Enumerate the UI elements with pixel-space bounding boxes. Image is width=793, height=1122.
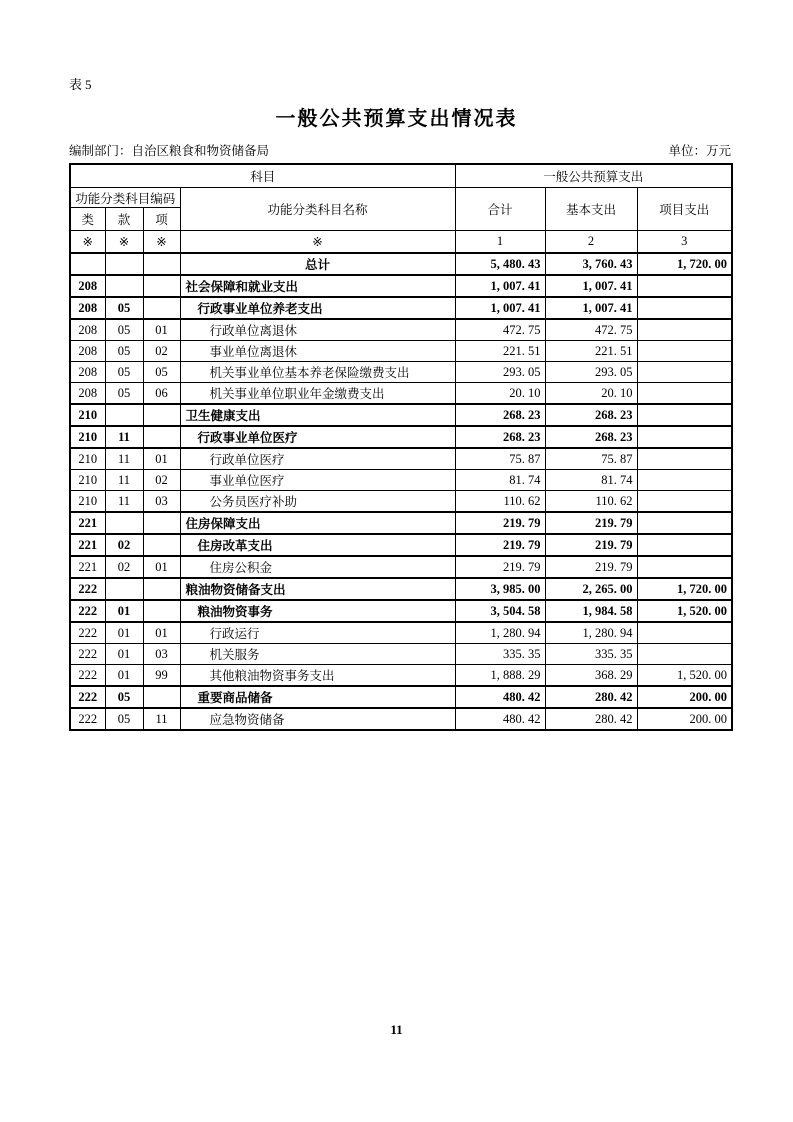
name-cell: 重要商品储备 — [180, 686, 455, 708]
code-item-cell: 01 — [143, 556, 180, 578]
name-cell: 总计 — [180, 253, 455, 275]
total-amount-cell: 219. 79 — [455, 534, 545, 556]
total-amount-cell: 1, 007. 41 — [455, 275, 545, 297]
code-class-cell: 208 — [70, 319, 105, 341]
header-project: 项目支出 — [637, 188, 732, 231]
table-row — [70, 578, 732, 600]
code-section-cell — [105, 275, 143, 297]
table-row — [70, 470, 732, 491]
code-class-cell: 222 — [70, 708, 105, 730]
table-row — [70, 426, 732, 448]
code-section-cell: 02 — [105, 556, 143, 578]
total-amount-cell: 268. 23 — [455, 426, 545, 448]
code-class-cell: 221 — [70, 534, 105, 556]
code-section-cell: 02 — [105, 534, 143, 556]
table-row — [70, 644, 732, 665]
code-class-cell: 210 — [70, 426, 105, 448]
code-class-cell — [70, 253, 105, 275]
code-class-cell: 208 — [70, 297, 105, 319]
code-section-cell: 11 — [105, 491, 143, 513]
total-amount-cell: 480. 42 — [455, 708, 545, 730]
name-cell: 住房改革支出 — [180, 534, 455, 556]
total-amount-cell: 268. 23 — [455, 404, 545, 426]
header-total: 合计 — [455, 188, 545, 231]
code-class-cell: 208 — [70, 362, 105, 383]
unit-label: 单位：万元 — [668, 144, 731, 158]
project-amount-cell — [637, 622, 732, 644]
code-item-cell: 01 — [143, 319, 180, 341]
table-label: 表5 — [69, 77, 95, 92]
basic-amount-cell: 20. 10 — [545, 383, 637, 405]
total-amount-cell: 219. 79 — [455, 556, 545, 578]
project-amount-cell — [637, 319, 732, 341]
total-amount-cell: 110. 62 — [455, 491, 545, 513]
code-item-cell — [143, 275, 180, 297]
code-class-cell: 222 — [70, 644, 105, 665]
code-item-cell: 05 — [143, 362, 180, 383]
project-amount-cell — [637, 341, 732, 362]
project-amount-cell: 200. 00 — [637, 686, 732, 708]
code-item-cell: 11 — [143, 708, 180, 730]
project-amount-cell — [637, 404, 732, 426]
table-row — [70, 491, 732, 513]
project-amount-cell — [637, 534, 732, 556]
project-amount-cell: 1, 520. 00 — [637, 600, 732, 622]
basic-amount-cell: 1, 280. 94 — [545, 622, 637, 644]
code-class-cell: 222 — [70, 686, 105, 708]
code-section-cell: 11 — [105, 426, 143, 448]
name-cell: 机关事业单位职业年金缴费支出 — [180, 383, 455, 405]
total-amount-cell: 219. 79 — [455, 512, 545, 534]
code-section-cell: 01 — [105, 622, 143, 644]
table-row — [70, 362, 732, 383]
table-row — [70, 341, 732, 362]
project-amount-cell: 1, 720. 00 — [637, 578, 732, 600]
code-item-cell — [143, 578, 180, 600]
name-cell: 行政事业单位医疗 — [180, 426, 455, 448]
project-amount-cell — [637, 556, 732, 578]
name-cell: 事业单位医疗 — [180, 470, 455, 491]
name-cell: 事业单位离退休 — [180, 341, 455, 362]
total-amount-cell: 221. 51 — [455, 341, 545, 362]
code-section-cell: 05 — [105, 686, 143, 708]
name-cell: 行政事业单位养老支出 — [180, 297, 455, 319]
total-amount-cell: 20. 10 — [455, 383, 545, 405]
code-item-cell — [143, 600, 180, 622]
project-amount-cell: 200. 00 — [637, 708, 732, 730]
project-amount-cell — [637, 644, 732, 665]
name-cell: 社会保障和就业支出 — [180, 275, 455, 297]
name-cell: 粮油物资事务 — [180, 600, 455, 622]
basic-amount-cell: 219. 79 — [545, 534, 637, 556]
basic-amount-cell: 268. 23 — [545, 426, 637, 448]
total-amount-cell: 3, 504. 58 — [455, 600, 545, 622]
basic-amount-cell: 472. 75 — [545, 319, 637, 341]
table-row — [70, 708, 732, 730]
header-name: 功能分类科目名称 — [180, 188, 455, 231]
table-row — [70, 512, 732, 534]
name-cell: 公务员医疗补助 — [180, 491, 455, 513]
header-row-marks — [70, 231, 732, 254]
total-amount-cell: 293. 05 — [455, 362, 545, 383]
code-class-cell: 222 — [70, 665, 105, 687]
basic-amount-cell: 280. 42 — [545, 686, 637, 708]
code-item-cell: 03 — [143, 491, 180, 513]
basic-amount-cell: 110. 62 — [545, 491, 637, 513]
code-item-cell — [143, 512, 180, 534]
total-amount-cell: 472. 75 — [455, 319, 545, 341]
code-class-cell: 222 — [70, 622, 105, 644]
project-amount-cell — [637, 362, 732, 383]
code-item-cell — [143, 253, 180, 275]
code-section-cell: 01 — [105, 665, 143, 687]
table-body — [70, 253, 732, 730]
code-class-cell: 210 — [70, 470, 105, 491]
total-amount-cell: 1, 280. 94 — [455, 622, 545, 644]
project-amount-cell — [637, 297, 732, 319]
table-header — [70, 164, 732, 253]
code-item-cell: 01 — [143, 622, 180, 644]
mark-cell: ※ — [143, 231, 180, 254]
header-subject: 科目 — [70, 164, 455, 188]
code-section-cell: 05 — [105, 297, 143, 319]
page-title: 一般公共预算支出情况表 — [275, 108, 518, 130]
code-item-cell — [143, 426, 180, 448]
mark-cell: ※ — [105, 231, 143, 254]
header-item: 项 — [143, 208, 180, 231]
table-row — [70, 556, 732, 578]
basic-amount-cell: 81. 74 — [545, 470, 637, 491]
code-class-cell: 208 — [70, 383, 105, 405]
code-section-cell: 11 — [105, 470, 143, 491]
code-class-cell: 208 — [70, 341, 105, 362]
code-section-cell — [105, 578, 143, 600]
code-class-cell: 222 — [70, 578, 105, 600]
budget-table — [69, 163, 733, 731]
code-item-cell: 01 — [143, 448, 180, 470]
code-class-cell: 222 — [70, 600, 105, 622]
name-cell: 机关事业单位基本养老保险缴费支出 — [180, 362, 455, 383]
header-row-code-group — [70, 188, 732, 208]
total-amount-cell: 335. 35 — [455, 644, 545, 665]
name-cell: 住房保障支出 — [180, 512, 455, 534]
table-row — [70, 319, 732, 341]
code-class-cell: 221 — [70, 512, 105, 534]
code-section-cell: 11 — [105, 448, 143, 470]
name-cell: 机关服务 — [180, 644, 455, 665]
table-row — [70, 404, 732, 426]
code-section-cell: 05 — [105, 383, 143, 405]
header-class: 类 — [70, 208, 105, 231]
code-class-cell: 210 — [70, 404, 105, 426]
code-class-cell: 221 — [70, 556, 105, 578]
column-number-cell: 3 — [637, 231, 732, 254]
basic-amount-cell: 293. 05 — [545, 362, 637, 383]
basic-amount-cell: 75. 87 — [545, 448, 637, 470]
basic-amount-cell: 268. 23 — [545, 404, 637, 426]
total-amount-cell: 75. 87 — [455, 448, 545, 470]
code-item-cell: 06 — [143, 383, 180, 405]
project-amount-cell: 1, 720. 00 — [637, 253, 732, 275]
code-section-cell: 05 — [105, 708, 143, 730]
header-code-group: 功能分类科目编码 — [70, 188, 180, 208]
name-cell: 行政运行 — [180, 622, 455, 644]
code-class-cell: 210 — [70, 448, 105, 470]
code-item-cell — [143, 404, 180, 426]
meta-row — [69, 141, 731, 159]
header-budget-group: 一般公共预算支出 — [455, 164, 732, 188]
basic-amount-cell: 1, 984. 58 — [545, 600, 637, 622]
code-item-cell — [143, 534, 180, 556]
table-row — [70, 297, 732, 319]
project-amount-cell — [637, 448, 732, 470]
total-amount-cell: 5, 480. 43 — [455, 253, 545, 275]
project-amount-cell — [637, 426, 732, 448]
page-number: 11 — [390, 1022, 403, 1037]
name-cell: 应急物资储备 — [180, 708, 455, 730]
total-amount-cell: 81. 74 — [455, 470, 545, 491]
table-row — [70, 600, 732, 622]
code-class-cell: 210 — [70, 491, 105, 513]
project-amount-cell: 1, 520. 00 — [637, 665, 732, 687]
table-row — [70, 622, 732, 644]
prepared-by-label: 编制部门：自治区粮食和物资储备局 — [69, 144, 270, 158]
name-cell: 行政单位医疗 — [180, 448, 455, 470]
basic-amount-cell: 219. 79 — [545, 556, 637, 578]
code-item-cell: 02 — [143, 470, 180, 491]
basic-amount-cell: 2, 265. 00 — [545, 578, 637, 600]
total-amount-cell: 1, 007. 41 — [455, 297, 545, 319]
basic-amount-cell: 280. 42 — [545, 708, 637, 730]
basic-amount-cell: 219. 79 — [545, 512, 637, 534]
table-row — [70, 534, 732, 556]
header-row-groups — [70, 164, 732, 188]
header-basic: 基本支出 — [545, 188, 637, 231]
project-amount-cell — [637, 470, 732, 491]
column-number-cell: 2 — [545, 231, 637, 254]
total-amount-cell: 480. 42 — [455, 686, 545, 708]
column-number-cell: 1 — [455, 231, 545, 254]
table-row — [70, 686, 732, 708]
header-section: 款 — [105, 208, 143, 231]
code-section-cell: 05 — [105, 362, 143, 383]
table-row — [70, 448, 732, 470]
code-section-cell — [105, 253, 143, 275]
project-amount-cell — [637, 275, 732, 297]
name-cell: 其他粮油物资事务支出 — [180, 665, 455, 687]
code-item-cell — [143, 297, 180, 319]
basic-amount-cell: 335. 35 — [545, 644, 637, 665]
mark-cell: ※ — [70, 231, 105, 254]
basic-amount-cell: 221. 51 — [545, 341, 637, 362]
code-item-cell: 03 — [143, 644, 180, 665]
code-item-cell: 99 — [143, 665, 180, 687]
basic-amount-cell: 1, 007. 41 — [545, 297, 637, 319]
code-item-cell — [143, 686, 180, 708]
code-section-cell: 01 — [105, 600, 143, 622]
table-row — [70, 253, 732, 275]
total-amount-cell: 3, 985. 00 — [455, 578, 545, 600]
code-section-cell: 05 — [105, 341, 143, 362]
basic-amount-cell: 3, 760. 43 — [545, 253, 637, 275]
total-amount-cell: 1, 888. 29 — [455, 665, 545, 687]
code-class-cell: 208 — [70, 275, 105, 297]
name-cell: 粮油物资储备支出 — [180, 578, 455, 600]
project-amount-cell — [637, 491, 732, 513]
code-section-cell — [105, 404, 143, 426]
code-section-cell: 05 — [105, 319, 143, 341]
code-section-cell: 01 — [105, 644, 143, 665]
table-row — [70, 383, 732, 405]
code-item-cell: 02 — [143, 341, 180, 362]
project-amount-cell — [637, 512, 732, 534]
project-amount-cell — [637, 383, 732, 405]
name-cell: 行政单位离退休 — [180, 319, 455, 341]
code-section-cell — [105, 512, 143, 534]
name-cell: 卫生健康支出 — [180, 404, 455, 426]
basic-amount-cell: 1, 007. 41 — [545, 275, 637, 297]
table-row — [70, 275, 732, 297]
name-cell: 住房公积金 — [180, 556, 455, 578]
mark-cell: ※ — [180, 231, 455, 254]
basic-amount-cell: 368. 29 — [545, 665, 637, 687]
table-row — [70, 665, 732, 687]
